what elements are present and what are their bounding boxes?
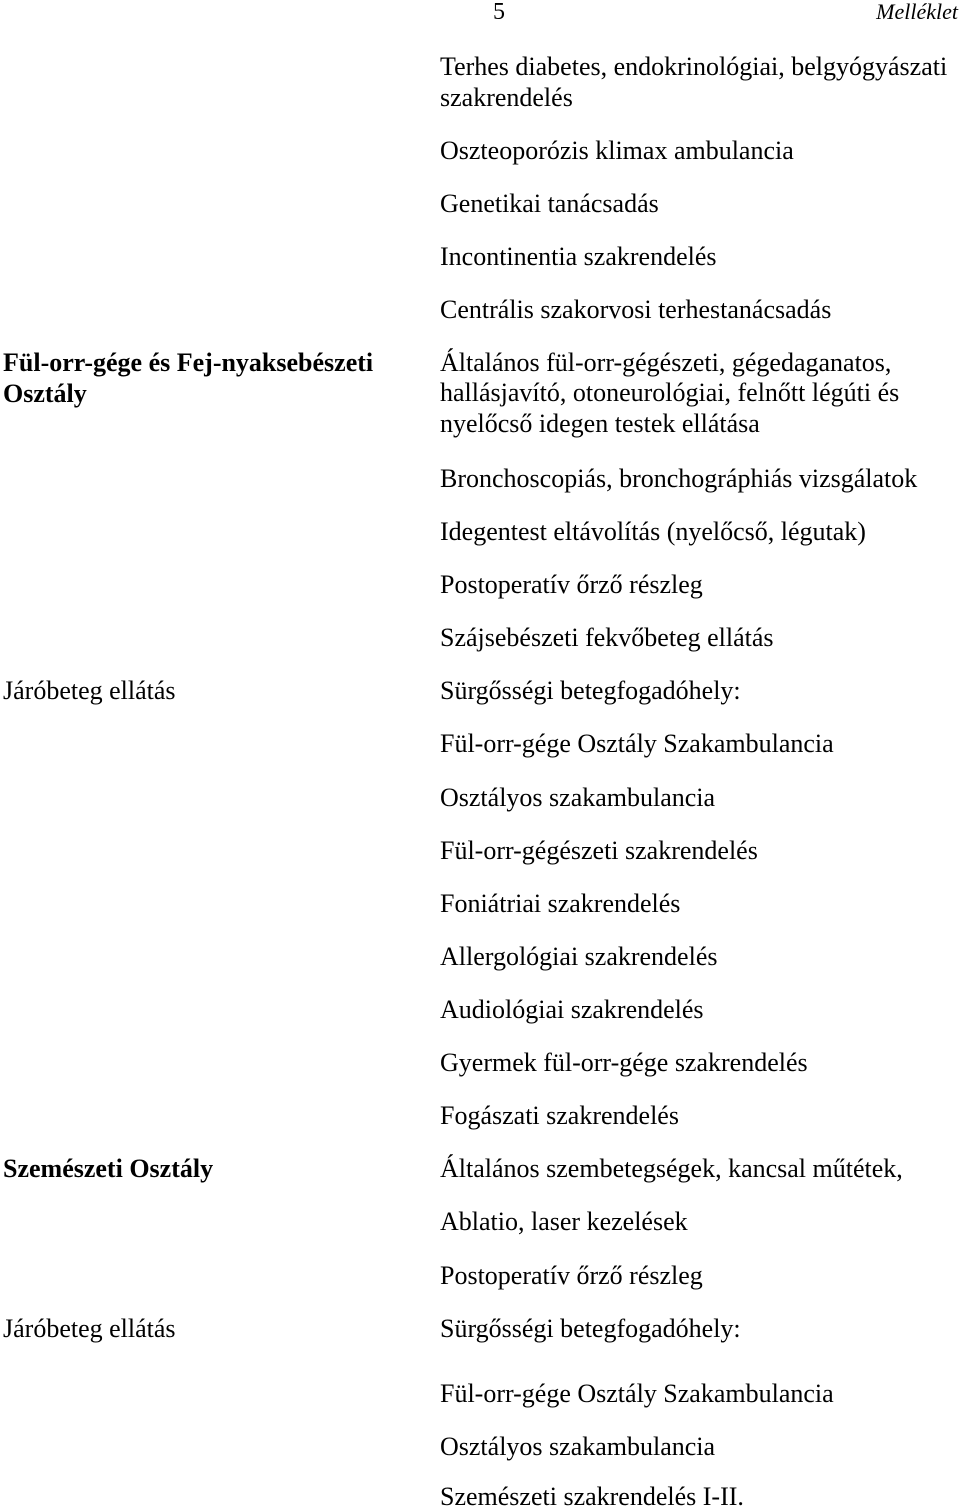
service-item: Centrális szakorvosi terhestanácsadás — [440, 295, 832, 324]
service-item: Osztályos szakambulancia — [440, 1432, 716, 1461]
service-item: Incontinentia szakrendelés — [440, 242, 717, 271]
service-item: Általános szembetegségek, kancsal műtétek, — [440, 1154, 903, 1183]
service-item: Bronchoscopiás, bronchográphiás vizsgálatok — [440, 464, 918, 493]
service-item: Terhes diabetes, endokrinológiai, belgyógyászati — [440, 52, 948, 81]
service-item: Postoperatív őrző részleg — [440, 570, 703, 599]
service-item: Allergológiai szakrendelés — [440, 942, 718, 971]
service-item: Osztályos szakambulancia — [440, 783, 716, 812]
service-item: Szájsebészeti fekvőbeteg ellátás — [440, 623, 774, 652]
service-item: Ablatio, laser kezelések — [440, 1207, 688, 1236]
service-item: Szemészeti szakrendelés I-II. — [440, 1482, 744, 1510]
outpatient-label: Járóbeteg ellátás — [3, 1314, 176, 1343]
department-name-ent: Osztály — [3, 379, 87, 408]
service-item: Oszteoporózis klimax ambulancia — [440, 136, 794, 165]
service-item: Audiológiai szakrendelés — [440, 995, 704, 1024]
department-name-eye: Szemészeti Osztály — [3, 1154, 214, 1183]
service-item: hallásjavító, otoneurológiai, felnőtt légúti és — [440, 378, 900, 407]
service-item: Fül-orr-gégészeti szakrendelés — [440, 836, 758, 865]
service-item: Gyermek fül-orr-gége szakrendelés — [440, 1048, 808, 1077]
service-item: Postoperatív őrző részleg — [440, 1261, 703, 1290]
service-item: Fogászati szakrendelés — [440, 1101, 679, 1130]
service-item: Foniátriai szakrendelés — [440, 889, 681, 918]
service-item: nyelőcső idegen testek ellátása — [440, 409, 760, 438]
annex-label: Melléklet — [876, 0, 958, 24]
page-number: 5 — [493, 0, 505, 25]
service-item: Genetikai tanácsadás — [440, 189, 659, 218]
service-item: Sürgősségi betegfogadóhely: — [440, 1314, 741, 1343]
service-item: Sürgősségi betegfogadóhely: — [440, 676, 741, 705]
outpatient-label: Járóbeteg ellátás — [3, 676, 176, 705]
service-item: Fül-orr-gége Osztály Szakambulancia — [440, 1379, 834, 1408]
service-item: Általános fül-orr-gégészeti, gégedaganatos, — [440, 348, 892, 377]
service-item: szakrendelés — [440, 83, 573, 112]
department-name-ent: Fül-orr-gége és Fej-nyaksebészeti — [3, 348, 374, 377]
service-item: Fül-orr-gége Osztály Szakambulancia — [440, 729, 834, 758]
service-item: Idegentest eltávolítás (nyelőcső, légutak) — [440, 517, 866, 546]
